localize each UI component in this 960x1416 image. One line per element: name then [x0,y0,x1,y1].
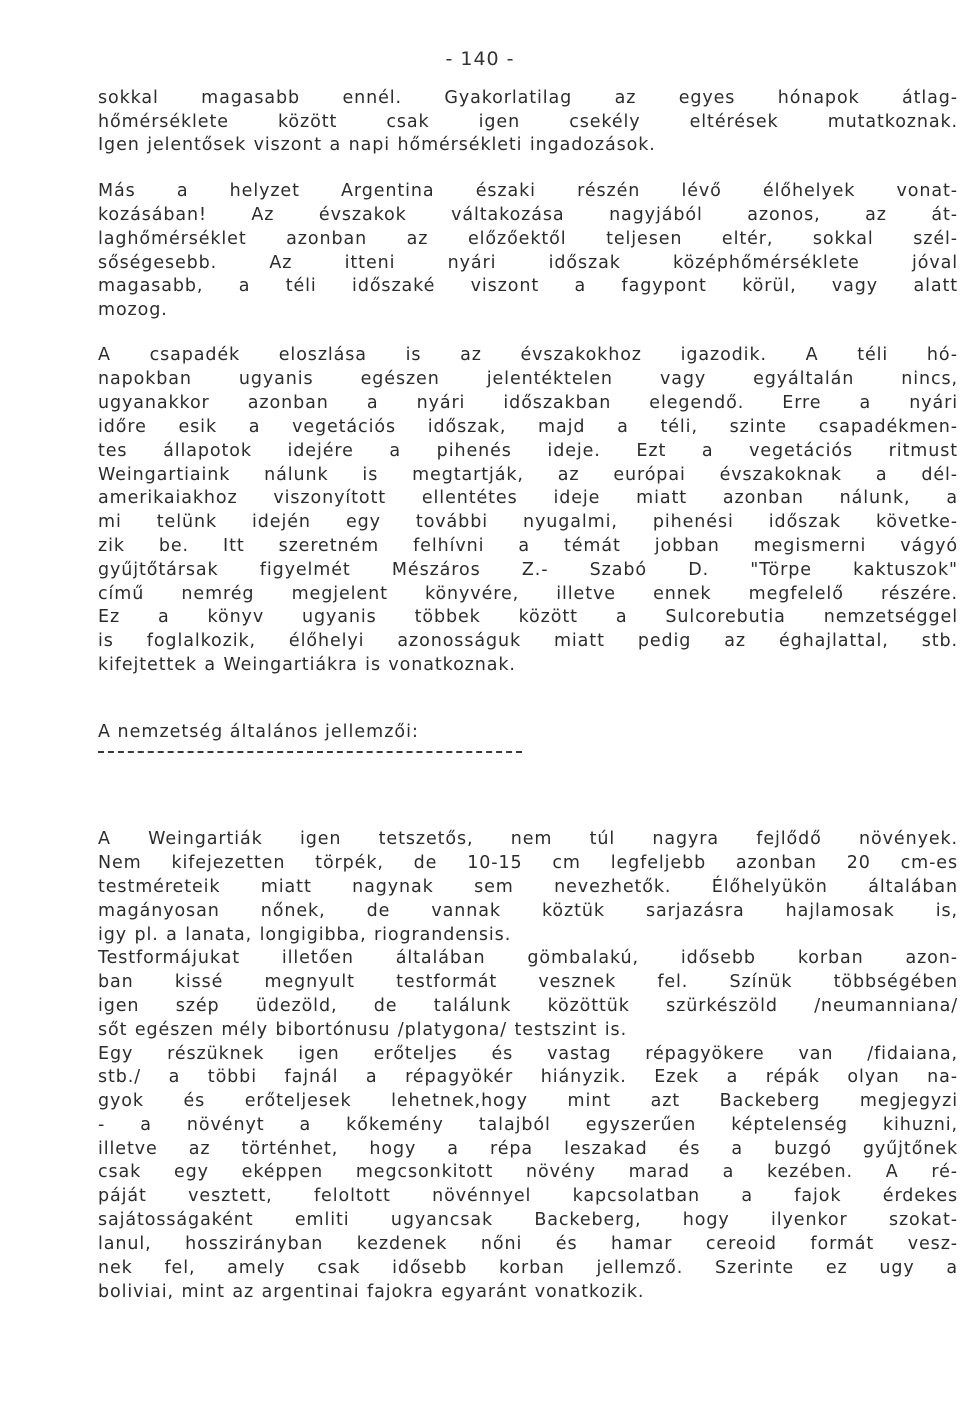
text-line: kozásában! Az évszakok váltakozása nagyjából azonos, az át- [98,205,958,225]
text-line: mi telünk idején egy további nyugalmi, pihenési időszak követke- [98,512,958,532]
page-number: - 140 - [445,48,515,70]
text-line: is foglalkozik, élőhelyi azonosságuk miatt pedig az éghajlattal, stb. [98,631,958,651]
text-line: mozog. [98,300,168,320]
text-line: páját vesztett, feloltott növénnyel kapcsolatban a fajok érdekes [98,1186,958,1206]
heading-underline [98,751,522,753]
text-line: Testformájukat illetően általában gömbalakú, idősebb korban azon- [98,948,958,968]
text-line: igen szép üdezöld, de találunk közöttük szürkészöld /neumanniana/ [98,996,958,1016]
text-line: Nem kifejezetten törpék, de 10-15 cm legfeljebb azonban 20 cm-es [98,853,958,873]
text-line: Weingartiaink nálunk is megtartják, az európai évszakoknak a dél- [98,465,958,485]
text-line: időre esik a vegetációs időszak, majd a téli, szinte csapadékmen- [98,417,958,437]
text-line: - a növényt a kőkemény talajból egyszerűen képtelenség kihuzni, [98,1115,958,1135]
text-line: ugyanakkor azonban a nyári időszakban elegendő. Erre a nyári [98,393,958,413]
text-line: sajátosságaként emliti ugyancsak Backeberg, hogy ilyenkor szokat- [98,1210,958,1230]
text-line: napokban ugyanis egészen jelentéktelen vagy egyáltalán nincs, [98,369,958,389]
text-line: testméreteik miatt nagynak sem nevezhetők. Élőhelyükön általában [98,877,958,897]
text-line: Egy részüknek igen erőteljes és vastag répagyökere van /fidaiana, [98,1044,958,1064]
text-line: csak egy eképpen megcsonkitott növény marad a kezében. A ré- [98,1162,958,1182]
text-line: laghőmérséklet azonban az előzőektől teljesen eltér, sokkal szél- [98,229,958,249]
text-line: nek fel, amely csak idősebb korban jellemző. Szerinte ez ugy a [98,1258,958,1278]
text-line: boliviai, mint az argentinai fajokra egyaránt vonatkozik. [98,1282,645,1302]
text-line: gyok és erőteljesek lehetnek,hogy mint azt Backeberg megjegyzi [98,1091,958,1111]
text-line: sőt egészen mély bibortónusu /platygona/ testszint is. [98,1020,628,1040]
text-line: ban kissé megnyult testformát vesznek fel. Színük többségében [98,972,958,992]
text-line: magasabb, a téli időszaké viszont a fagypont körül, vagy alatt [98,276,958,296]
section-heading: A nemzetség általános jellemzői: [98,722,419,742]
text-line: amerikaiakhoz viszonyított ellentétes ideje miatt azonban nálunk, a [98,488,958,508]
text-line: sőségesebb. Az itteni nyári időszak középhőmérséklete jóval [98,253,958,273]
text-line: magányosan nőnek, de vannak köztük sarjazásra hajlamosak is, [98,901,958,921]
text-line: sokkal magasabb ennél. Gyakorlatilag az egyes hónapok átlag- [98,88,958,108]
text-line: tes állapotok idejére a pihenés ideje. Ezt a vegetációs ritmust [98,441,958,461]
text-line: Igen jelentősek viszont a napi hőmérsékleti ingadozások. [98,135,656,155]
text-line: stb./ a többi fajnál a répagyökér hiányzik. Ezek a répák olyan na- [98,1067,958,1087]
text-line: című nemrég megjelent könyvére, illetve ennek megfelelő részére. [98,584,958,604]
text-line: kifejtettek a Weingartiákra is vonatkoznak. [98,655,516,675]
text-line: gyűjtőtársak figyelmét Mészáros Z.- Szabó D. "Törpe kaktuszok" [98,560,958,580]
text-line: Más a helyzet Argentina északi részén lévő élőhelyek vonat- [98,181,958,201]
text-line: hőmérséklete között csak igen csekély eltérések mutatkoznak. [98,112,958,132]
text-line: illetve az történhet, hogy a répa leszakad és a buzgó gyűjtőnek [98,1139,958,1159]
text-line: igy pl. a lanata, longigibba, riograndensis. [98,925,512,945]
text-line: Ez a könyv ugyanis többek között a Sulcorebutia nemzetséggel [98,607,958,627]
text-line: zik be. Itt szeretném felhívni a témát jobban megismerni vágyó [98,536,958,556]
text-line: A Weingartiák igen tetszetős, nem túl nagyra fejlődő növények. [98,829,958,849]
text-line: A csapadék eloszlása is az évszakokhoz igazodik. A téli hó- [98,345,958,365]
text-line: lanul, hosszirányban kezdenek nőni és hamar cereoid formát vesz- [98,1234,958,1254]
